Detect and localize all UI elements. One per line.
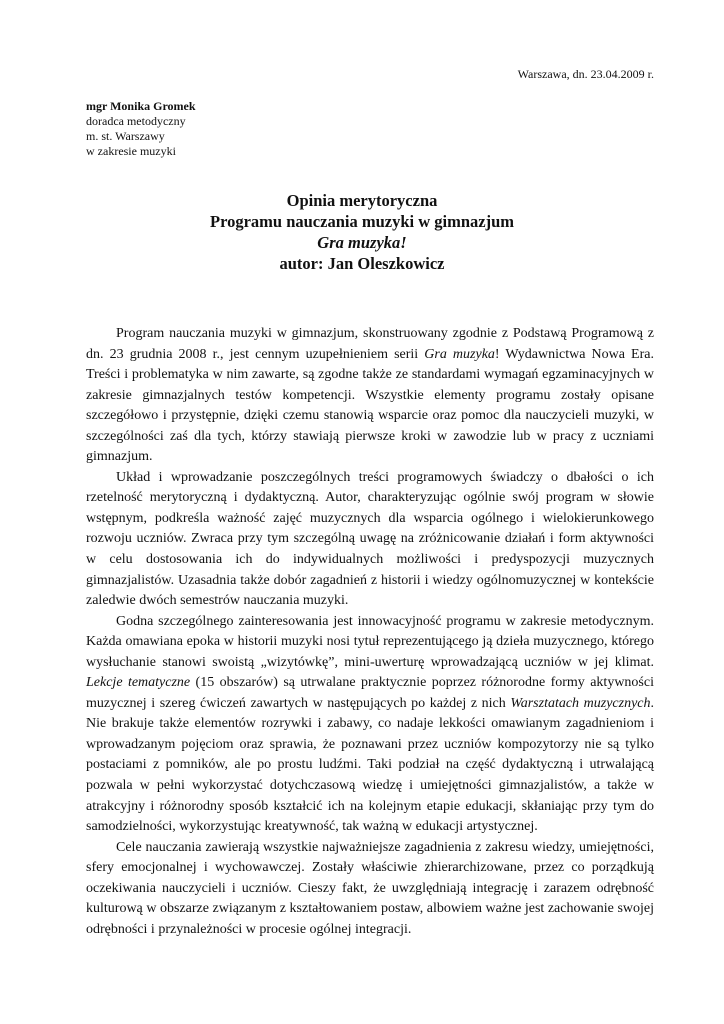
title-line: Opinia merytoryczna (286, 191, 438, 210)
title-line: Programu nauczania muzyki w gimnazjum (209, 212, 515, 231)
paragraph-emphasis: Gra muzyka (424, 346, 495, 362)
paragraph-emphasis: Lekcje tematyczne (86, 675, 191, 691)
date-line: Warszawa, dn. 23.04.2009 r. (517, 67, 654, 81)
paragraph (86, 612, 654, 838)
title-line: autor: Jan Oleszkowicz (279, 254, 445, 273)
paragraph-text: Godna szczególnego zainteresowania jest innowacyjność programu w zakresie metodycznym. Każda omawiana epoka w historii muzyki nosi tytuł reprezentującego ją dzieła muzycznego, którego wysłuchanie stanowi swoistą „wizytówkę”, mini-uwerturę wprowadzającą uczniów w jej klimat. (86, 613, 654, 670)
author-role-line: w zakresie muzyki (86, 144, 176, 158)
title-line-italic: Gra muzyka! (317, 233, 407, 252)
paragraph-text: ! Wydawnictwa Nowa Era. Treści i problematyka w nim zawarte, są zgodne także ze standardami wymagań egzaminacyjnych w zakresie gimnazjalnych testów kompetencji. Wszystkie elementy programu zostały opisane szczegółowo i przystępnie, dzięki czemu stanowią wsparcie oraz pomoc dla nauczycieli muzyki, w szczególności zaś dla tych, którzy stawiają pierwsze kroki w zawodzie lub w pracy z uczniami gimnazjum. (86, 346, 654, 465)
paragraph-emphasis: Warsztatach muzycznych (510, 695, 651, 711)
body-text (86, 324, 654, 940)
author-role-line: m. st. Warszawy (86, 129, 165, 143)
author-name: mgr Monika Gromek (86, 99, 196, 113)
author-block (86, 99, 196, 159)
paragraph-text: (15 obszarów) są utrwalane praktycznie poprzez różnorodne formy aktywności muzycznej i szereg ćwiczeń zawartych w następujących po każdej z nich (86, 675, 654, 711)
paragraph-text: Program nauczania muzyki w gimnazjum, skonstruowany zgodnie z Podstawą Programową z dn. 23 grudnia 2008 r., jest cennym uzupełnieniem serii (86, 326, 654, 362)
paragraph-text: . Nie brakuje także elementów rozrywki i zabawy, co nadaje lekkości omawianym zagadnieniom i wprowadzanym pojęciom oraz sprawia, że poznawani przez uczniów kompozytorzy nie są tylko postaciami z pomników, ale po prostu ludźmi. Taki podział na część dydaktyczną i utrwalającą pozwala w pełni wykorzystać dotychczasową wiedzę i umiejętności gimnazjalistów, a także w atrakcyjny i różnorodny sposób kształcić ich na kolejnym etapie edukacji, skłaniając przy tym do samodzielności, wykorzystując kreatywność, tak ważną w edukacji artystycznej. (86, 695, 655, 835)
paragraph: Cele nauczania zawierają wszystkie najważniejsze zagadnienia z zakresu wiedzy, umiejętności, sfery emocjonalnej i wychowawczej. Zostały właściwie zhierarchizowane, przez co porządkują oczekiwania nauczycieli i uczniów. Cieszy fakt, że uwzględniają integrację i zarazem odrębność kulturową w obszarze związanym z kształtowaniem postaw, albowiem ważne jest zachowanie swojej odrębności i przynależności w procesie ogólnej integracji. (86, 839, 654, 937)
paragraph (86, 324, 654, 468)
paragraph: Układ i wprowadzanie poszczególnych treści programowych świadczy o dbałości o ich rzetelność merytoryczną i dydaktyczną. Autor, charakteryzując ogólnie swój program w słowie wstępnym, podkreśla ważność zajęć muzycznych dla wsparcia ogólnego i wielokierunkowego rozwoju uczniów. Zwraca przy tym szczególną uwagę na zróżnicowanie działań i form aktywności w celu dostosowania ich do indywidualnych możliwości i predyspozycji muzycznych gimnazjalistów. Uzasadnia także dobór zagadnień z historii i wiedzy ogólnomuzycznej w kontekście zaledwie dwóch semestrów nauczania muzyki. (86, 469, 654, 609)
author-role-line: doradca metodyczny (86, 114, 186, 128)
document-title (0, 190, 724, 274)
